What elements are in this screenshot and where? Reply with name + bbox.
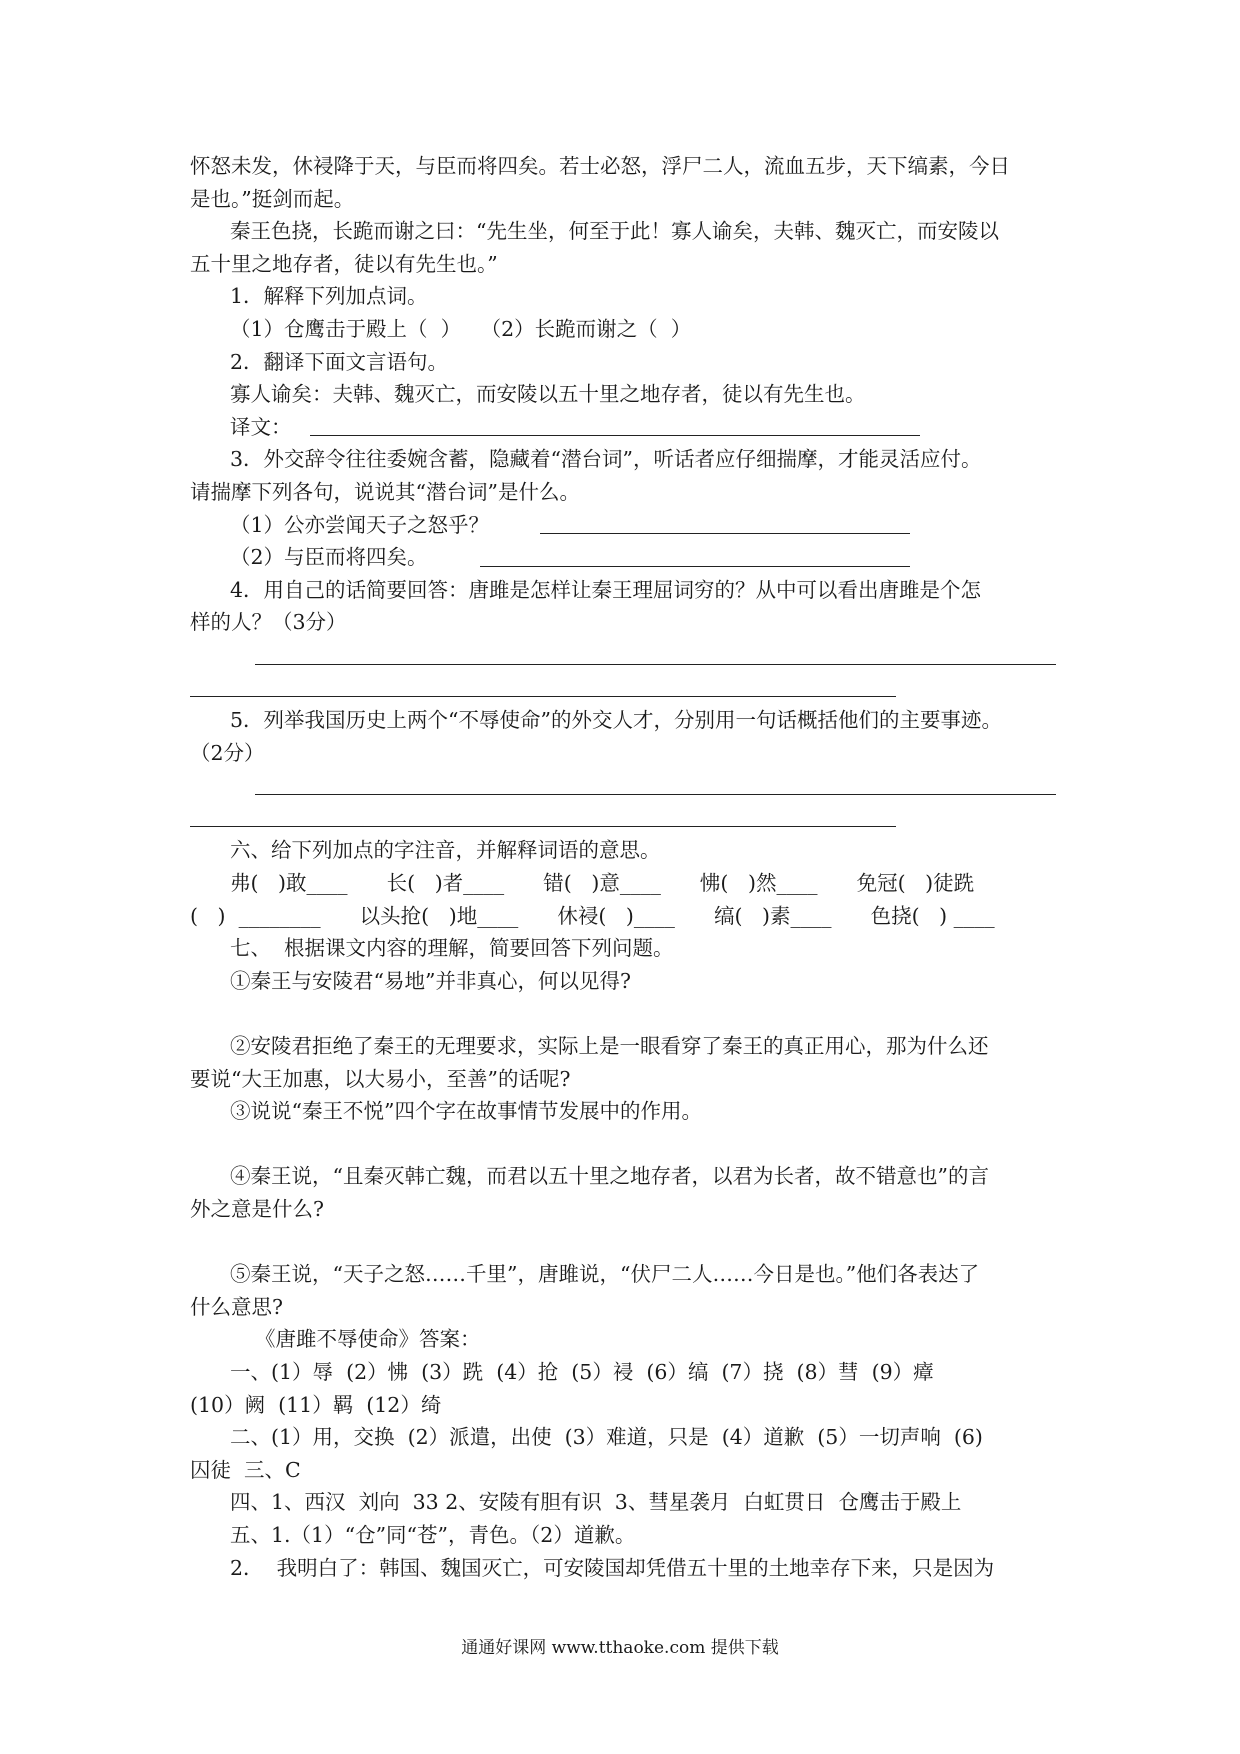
blank-space <box>190 1128 1056 1161</box>
line-text: 样的人？（3分） <box>190 610 347 635</box>
text-line <box>190 411 1056 444</box>
text-line <box>190 476 1056 509</box>
answer-underline <box>190 696 896 697</box>
text-line <box>190 965 1056 998</box>
line-text: 六、给下列加点的字注音，并解释词语的意思。 <box>230 838 661 863</box>
line-text: 5．列举我国历史上两个“不辱使命”的外交人才，分别用一句话概括他们的主要事迹。 <box>230 708 1003 733</box>
line-text: （2分） <box>190 740 265 765</box>
text-line <box>190 1160 1056 1193</box>
text-line <box>190 248 1056 281</box>
line-text: 《唐雎不辱使命》答案： <box>255 1327 481 1352</box>
line-text: 4．用自己的话简要回答：唐雎是怎样让秦王理屈词穷的？从中可以看出唐雎是个怎 <box>230 577 982 602</box>
line-text: （2）与臣而将四矣。 <box>230 545 428 570</box>
text-line <box>190 1193 1056 1226</box>
text-line <box>190 606 1056 639</box>
text-line <box>190 834 1056 867</box>
text-line <box>190 509 1056 542</box>
line-text: 请揣摩下列各句，说说其“潜台词”是什么。 <box>190 479 580 504</box>
text-line <box>190 1486 1056 1519</box>
line-text: 秦王色挠，长跪而谢之曰：“先生坐，何至于此！寡人谕矣，夫韩、魏灭亡，而安陵以 <box>230 219 999 244</box>
line-text: 要说“大王加惠，以大易小，至善”的话呢? <box>190 1066 571 1091</box>
line-text: （1）仓鹰击于殿上（ ） （2）长跪而谢之（ ） <box>230 316 692 341</box>
line-text: 1．解释下列加点词。 <box>230 284 428 309</box>
line-text: 译文： <box>230 414 292 439</box>
text-line <box>190 1030 1056 1063</box>
line-text: 五、1.（1）“仓”同“苍”，青色。（2）道歉。 <box>230 1522 636 1547</box>
line-text: ( ) ________ 以头抢( )地____ 休祲( )____ 缟( )素____ 色挠( ) ____ <box>190 903 995 928</box>
line-text: 七、 根据课文内容的理解，简要回答下列问题。 <box>230 936 674 961</box>
text-line <box>190 704 1056 737</box>
text-line <box>190 1421 1056 1454</box>
line-text: ③说说“秦王不悦”四个字在故事情节发展中的作用。 <box>230 1099 702 1124</box>
text-line <box>190 1291 1056 1324</box>
answer-line <box>190 769 1056 802</box>
line-text: 是也。”挺剑而起。 <box>190 186 355 211</box>
line-text: 囚徒 三、C <box>190 1457 301 1482</box>
text-line <box>190 1095 1056 1128</box>
answer-underline <box>480 566 910 567</box>
text-line <box>190 150 1056 183</box>
answer-underline <box>255 794 1056 795</box>
text-line <box>190 1323 1056 1356</box>
page-footer: 通通好课网 www.tthaoke.com 提供下载 <box>461 1638 779 1658</box>
blank-space <box>190 1226 1056 1259</box>
text-line <box>190 737 1056 770</box>
line-text: ②安陵君拒绝了秦王的无理要求，实际上是一眼看穿了秦王的真正用心，那为什么还 <box>230 1034 989 1059</box>
line-text: 一、(1）辱 (2）怫 (3）跣 (4）抢 (5）祲 (6）缟 (7）挠 (8）彗 (9）瘴 <box>230 1359 934 1384</box>
line-text: 五十里之地存者，徒以有先生也。” <box>190 251 498 276</box>
line-text: ⑤秦王说，“天子之怒……千里”，唐雎说，“伏尸二人……今日是也。”他们各表达了 <box>230 1262 980 1287</box>
answer-underline <box>255 664 1056 665</box>
text-line <box>190 280 1056 313</box>
text-line <box>190 1389 1056 1422</box>
text-line <box>190 378 1056 411</box>
text-line <box>190 541 1056 574</box>
text-line <box>190 443 1056 476</box>
line-text: 二、(1）用，交换 (2）派遣，出使 (3）难道，只是 (4）道歉 (5）一切声响 (6) <box>230 1425 983 1450</box>
answer-underline <box>190 826 896 827</box>
answer-line <box>190 672 1056 705</box>
text-line <box>190 1552 1056 1585</box>
line-text: 弗( )敢____ 长( )者____ 错( )意____ 怫( )然____ 免冠( )徒跣 <box>230 871 975 896</box>
text-line <box>190 346 1056 379</box>
line-text: (10）阙 (11）羁 (12）绮 <box>190 1392 442 1417</box>
text-line <box>190 932 1056 965</box>
text-line <box>190 1519 1056 1552</box>
text-line <box>190 183 1056 216</box>
text-line <box>190 867 1056 900</box>
text-line <box>190 900 1056 933</box>
line-text: 3．外交辞令往往委婉含蓄，隐藏着“潜台词”，听话者应仔细揣摩，才能灵活应付。 <box>230 447 982 472</box>
line-text: 2．翻译下面文言语句。 <box>230 349 449 374</box>
text-line <box>190 1454 1056 1487</box>
text-line <box>190 1258 1056 1291</box>
text-line <box>190 1063 1056 1096</box>
answer-line <box>190 802 1056 835</box>
answer-underline <box>310 435 920 436</box>
line-text: 2． 我明白了：韩国、魏国灭亡，可安陵国却凭借五十里的土地幸存下来，只是因为 <box>230 1555 995 1580</box>
line-text: （1）公亦尝闻天子之怒乎？ <box>230 512 490 537</box>
text-line <box>190 574 1056 607</box>
text-line <box>190 215 1056 248</box>
document-body <box>190 150 1056 1584</box>
text-line <box>190 1356 1056 1389</box>
answer-underline <box>540 533 910 534</box>
line-text: 四、1、西汉 刘向 33 2、安陵有胆有识 3、彗星袭月 白虹贯日 仓鹰击于殿上 <box>230 1490 962 1515</box>
line-text: 什么意思? <box>190 1294 283 1319</box>
line-text: 怀怒未发，休祲降于天，与臣而将四矣。若士必怒，浮尸二人，流血五步，天下缟素，今日 <box>190 154 1010 178</box>
line-text: 寡人谕矣：夫韩、魏灭亡，而安陵以五十里之地存者，徒以有先生也。 <box>230 382 866 407</box>
line-text: 外之意是什么? <box>190 1197 324 1221</box>
text-line <box>190 313 1056 346</box>
line-text: ④秦王说，“且秦灭韩亡魏，而君以五十里之地存者，以君为长者，故不错意也”的言 <box>230 1164 989 1189</box>
answer-line <box>190 639 1056 672</box>
blank-space <box>190 997 1056 1030</box>
line-text: ①秦王与安陵君“易地”并非真心，何以见得? <box>230 968 631 993</box>
